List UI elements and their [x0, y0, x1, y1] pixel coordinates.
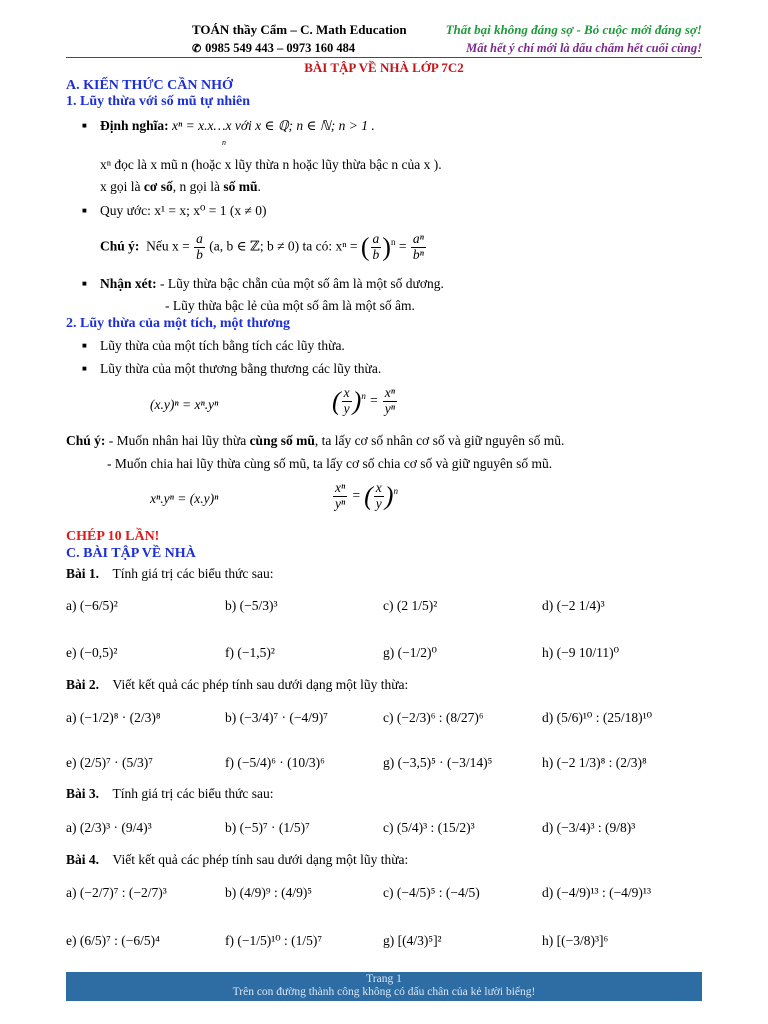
- copy-10-times: CHÉP 10 LẦN!: [66, 529, 160, 544]
- note-bn: bⁿ: [412, 246, 424, 262]
- bai1-heading: [66, 566, 274, 582]
- bai4-d: d) (−4/9)¹³ : (−4/9)¹³: [542, 885, 652, 900]
- bai1-c: c) (2 1/5)²: [383, 598, 438, 613]
- bai4-text: Viết kết quả các phép tính sau dưới dạng một lũy thừa:: [112, 852, 409, 867]
- subsection-1-heading: 1. Lũy thừa với số mũ tự nhiên: [66, 94, 251, 109]
- note-an: aⁿ: [412, 231, 424, 246]
- bai4-f: f) (−1/5)¹⁰ : (1/5)⁷: [225, 933, 323, 948]
- paren-right: ): [382, 232, 391, 262]
- note2-line-1: [66, 433, 564, 449]
- rule-1: ■ Lũy thừa của một tích bằng tích các lũy thừa.: [100, 338, 345, 354]
- bai2-h: h) (−2 1/3)⁸ : (2/3)⁸: [542, 755, 647, 770]
- formula-product: (x.y)ⁿ = xⁿ.yⁿ: [150, 397, 219, 412]
- bai2-f: f) (−5/4)⁶ · (10/3)⁶: [225, 755, 325, 770]
- subsection-2-heading: 2. Lũy thừa của một tích, một thương: [66, 316, 291, 331]
- read-line-2: [100, 179, 261, 195]
- header-slogan-1: Thất bại không đáng sợ - Bỏ cuộc mới đáng sợ!: [445, 22, 702, 37]
- bai2-a: a) (−1/2)⁸ · (2/3)⁸: [66, 710, 161, 725]
- phone-numbers: 0985 549 443 – 0973 160 484: [205, 41, 356, 55]
- bai4-c: c) (−4/5)⁵ : (−4/5): [383, 885, 480, 900]
- formula-quotient: ( $\frac{x}{y}$ )$^n$ = $\frac{\text{xⁿ}}{\text{yⁿ}}$: [332, 385, 395, 416]
- note-label: Chú ý:: [100, 238, 140, 254]
- bai3-label: Bài 3.: [66, 786, 100, 801]
- note2-line-2: - Muốn chia hai lũy thừa cùng số mũ, ta lấy cơ số chia cơ số và giữ nguyên số mũ.: [107, 456, 553, 471]
- note2-l1b: cùng số mũ: [249, 433, 315, 448]
- note-fraction-ab-2: [371, 232, 382, 263]
- section-a-heading: A. KIẾN THỨC CẦN NHỚ: [66, 78, 233, 93]
- note-b: b: [196, 246, 203, 262]
- footer-quote: Trên con đường thành công không có dấu chân của kẻ lười biếng!: [232, 986, 536, 998]
- header-slogan-2: Mất hết ý chí mới là dấu chấm hết cuối cùng!: [466, 41, 702, 55]
- fq2-yn: yⁿ: [335, 495, 346, 511]
- fq2-x: x: [375, 480, 382, 495]
- bai1-f: f) (−1,5)²: [225, 645, 275, 660]
- header-title: TOÁN thầy Cẩm – C. Math Education: [192, 22, 407, 37]
- bai3-d: d) (−3/4)³ : (9/8)³: [542, 820, 636, 835]
- fq-x: x: [343, 385, 350, 400]
- bai4-h: h) [(−3/8)³]⁶: [542, 933, 609, 948]
- bai1-b: b) (−5/3)³: [225, 598, 278, 613]
- bai1-h: h) (−9 10/11)⁰: [542, 645, 620, 660]
- bai3-a: a) (2/3)³ · (9/4)³: [66, 820, 152, 835]
- bai1-e: e) (−0,5)²: [66, 645, 118, 660]
- note-a: a: [196, 231, 203, 246]
- bai4-heading: [66, 852, 408, 868]
- formula-quotient-2: $\frac{\text{xⁿ}}{\text{yⁿ}}$ = ( $\frac{x}{y}$ )$^n$: [335, 480, 398, 511]
- note2-label: Chú ý:: [66, 433, 106, 448]
- bai4-label: Bài 4.: [66, 852, 100, 867]
- bai1-d: d) (−2 1/4)³: [542, 598, 605, 613]
- remark-line-1: [100, 276, 444, 292]
- remark-label: Nhận xét:: [100, 276, 157, 291]
- convention-line: ■ Quy ước: x¹ = x; x⁰ = 1 (x ≠ 0): [100, 203, 267, 219]
- formula-product-2: xⁿ.yⁿ = (x.y)ⁿ: [150, 491, 219, 506]
- note-text-2: (a, b ∈ ℤ; b ≠ 0) ta có: xⁿ =: [209, 238, 358, 254]
- note-b-2: b: [372, 246, 380, 262]
- note-text-1: Nếu x =: [146, 238, 190, 254]
- fq2-xn: xⁿ: [335, 480, 346, 495]
- fq-y: y: [343, 400, 350, 416]
- bai2-b: b) (−3/4)⁷ · (−4/9)⁷: [225, 710, 328, 725]
- document-title: BÀI TẬP VỀ NHÀ LỚP 7C2: [304, 60, 464, 75]
- definition-n-label: n: [222, 138, 226, 147]
- rule-2: ■ Lũy thừa của một thương bằng thương các lũy thừa.: [100, 361, 381, 377]
- bai2-text: Viết kết quả các phép tính sau dưới dạng một lũy thừa:: [112, 677, 409, 692]
- bai1-text: Tính giá trị các biểu thức sau:: [112, 566, 274, 581]
- bai3-heading: [66, 786, 274, 802]
- read2-c: , n gọi là: [172, 179, 224, 194]
- read2-a: x gọi là: [100, 179, 144, 194]
- page-footer: [66, 972, 702, 1001]
- bai2-c: c) (−2/3)⁶ : (8/27)⁶: [383, 710, 484, 725]
- bai1-a: a) (−6/5)²: [66, 598, 118, 613]
- header-phone: [192, 41, 355, 56]
- bai3-c: c) (5/4)³ : (15/2)³: [383, 820, 475, 835]
- read-line-1: xⁿ đọc là x mũ n (hoặc x lũy thừa n hoặc lũy thừa bậc n của x ).: [100, 157, 442, 172]
- note-line: Chú ý: Nếu x = $\frac{a}{b}$ (a, b ∈ ℤ; b ≠ 0) ta có: xⁿ = ( $\frac{a}{b}$ )$^n$ = $\frac{\text{aⁿ}}{\text{bⁿ}}$: [100, 231, 424, 262]
- read2-base: cơ số: [143, 179, 173, 194]
- bai3-b: b) (−5)⁷ · (1/5)⁷: [225, 820, 310, 835]
- definition-formula: xⁿ = x.x…x với x ∈ ℚ; n ∈ ℕ; n > 1 .: [172, 118, 375, 133]
- paren-left: (: [360, 232, 370, 262]
- fq2-y: y: [375, 495, 382, 511]
- note2-l1a: - Muốn nhân hai lũy thừa: [105, 433, 250, 448]
- bai2-label: Bài 2.: [66, 677, 100, 692]
- note-a-2: a: [372, 231, 380, 246]
- phone-icon: ✆: [192, 43, 202, 55]
- fq-xn: xⁿ: [384, 385, 395, 400]
- note2-l1c: , ta lấy cơ số nhân cơ số và giữ nguyên số mũ.: [314, 433, 565, 448]
- bai4-b: b) (4/9)⁹ : (4/9)⁵: [225, 885, 313, 900]
- note-fraction-an-bn: [411, 232, 426, 263]
- section-c-heading: C. BÀI TẬP VỀ NHÀ: [66, 546, 196, 561]
- fq-yn: yⁿ: [384, 400, 395, 416]
- bai4-e: e) (6/5)⁷ : (−6/5)⁴: [66, 933, 160, 948]
- bai2-d: d) (5/6)¹⁰ : (25/18)¹⁰: [542, 710, 653, 725]
- remark-1: - Lũy thừa bậc chẵn của một số âm là một số dương.: [160, 276, 444, 291]
- remark-line-2: - Lũy thừa bậc lẻ của một số âm là một số âm.: [165, 298, 415, 313]
- header-divider: [66, 57, 702, 58]
- bai1-g: g) (−1/2)⁰: [383, 645, 437, 660]
- bai2-g: g) (−3,5)⁵ · (−3/14)⁵: [383, 755, 493, 770]
- read2-e: .: [257, 179, 261, 194]
- bai4-a: a) (−2/7)⁷ : (−2/7)³: [66, 885, 167, 900]
- bai1-label: Bài 1.: [66, 566, 100, 581]
- bai3-text: Tính giá trị các biểu thức sau:: [112, 786, 274, 801]
- note-fraction-ab: [194, 232, 205, 263]
- bai2-e: e) (2/5)⁷ · (5/3)⁷: [66, 755, 154, 770]
- page-number: Trang 1: [366, 973, 402, 985]
- definition-label: Định nghĩa:: [100, 118, 169, 133]
- bai2-heading: [66, 677, 408, 693]
- definition-line: [100, 118, 375, 134]
- read2-exponent: số mũ: [223, 179, 258, 194]
- bai4-g: g) [(4/3)⁵]²: [383, 933, 442, 948]
